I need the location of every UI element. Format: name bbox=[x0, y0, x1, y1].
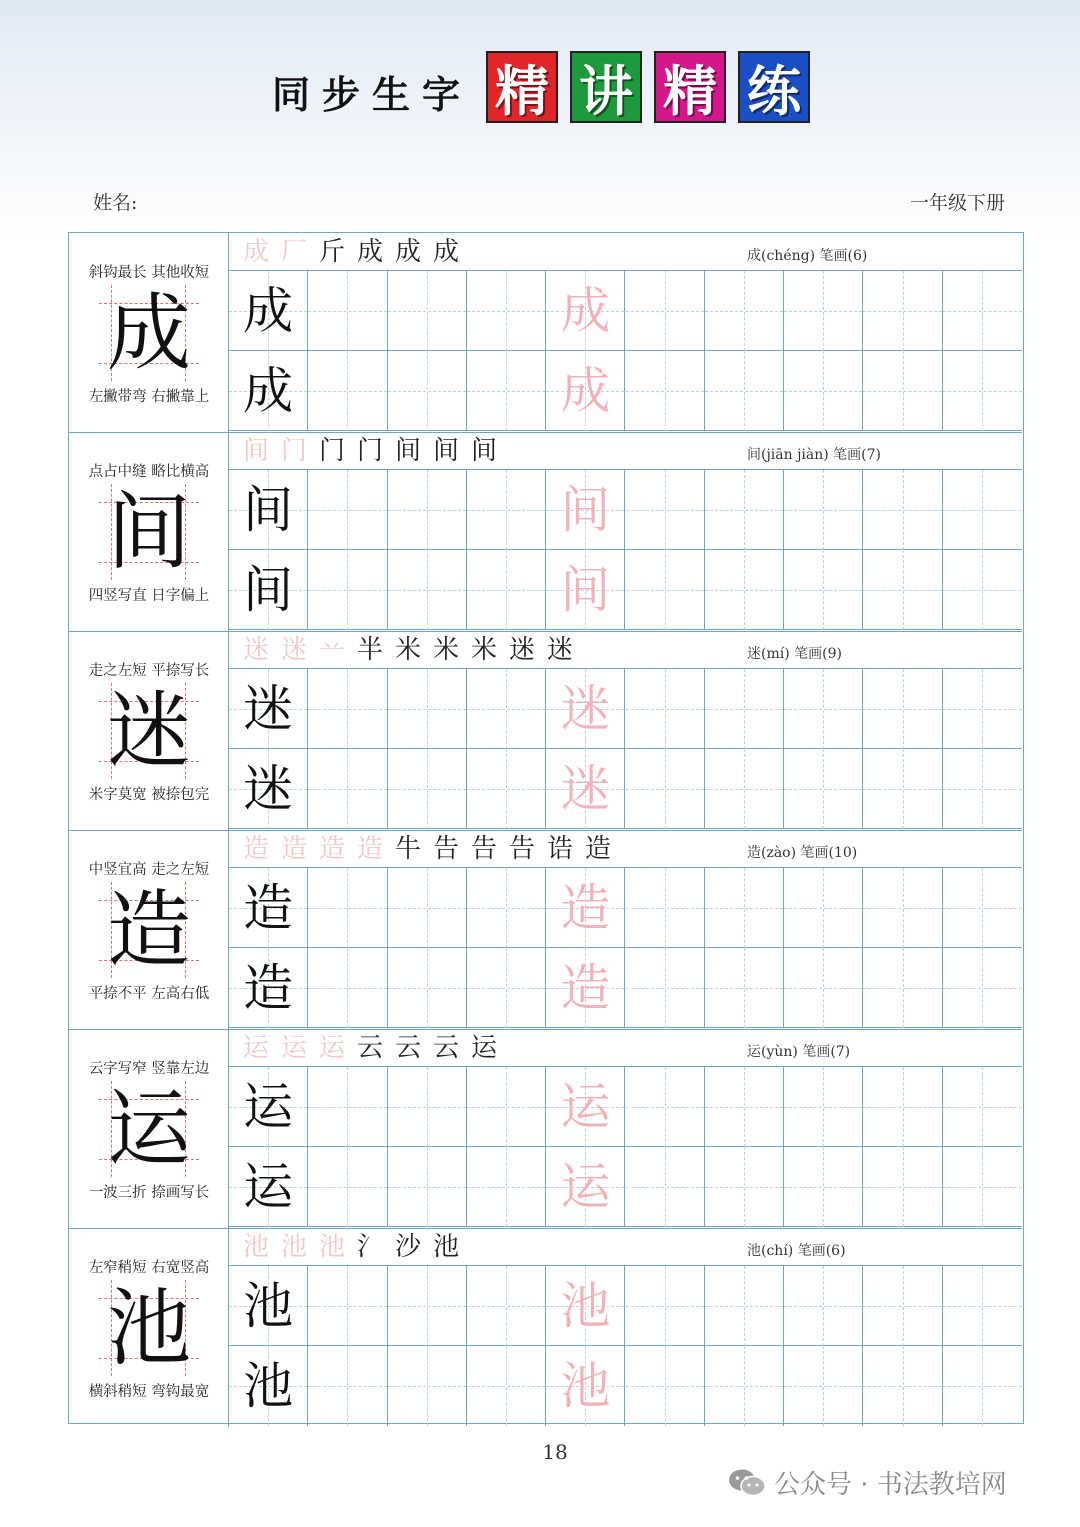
practice-cell[interactable] bbox=[467, 1266, 546, 1346]
wechat-icon bbox=[728, 1468, 766, 1498]
practice-cell[interactable] bbox=[626, 550, 705, 630]
model-character bbox=[99, 882, 199, 978]
practice-cell[interactable] bbox=[863, 351, 942, 431]
trace-glyph: 造 bbox=[560, 959, 611, 1017]
practice-cell[interactable] bbox=[229, 749, 308, 829]
tip-top: 斜钩最长 其他收短 bbox=[88, 265, 210, 281]
practice-cell[interactable] bbox=[705, 1147, 784, 1227]
stroke-step: 云 bbox=[394, 1033, 421, 1063]
practice-cell[interactable] bbox=[863, 1067, 942, 1147]
trace-glyph: 成 bbox=[560, 282, 611, 340]
practice-cell[interactable] bbox=[784, 948, 863, 1028]
stroke-step: 间 bbox=[394, 436, 421, 466]
pinyin-stroke-info: 池(chí) 笔画(6) bbox=[747, 1243, 846, 1259]
example-glyph: 成 bbox=[243, 282, 294, 340]
stroke-step: 造 bbox=[356, 834, 383, 864]
practice-cell[interactable] bbox=[308, 1067, 387, 1147]
practice-cell[interactable] bbox=[626, 271, 705, 351]
practice-cell[interactable] bbox=[308, 1147, 387, 1227]
practice-cell[interactable] bbox=[308, 669, 387, 749]
practice-cell[interactable] bbox=[467, 948, 546, 1028]
practice-cell[interactable] bbox=[308, 1346, 387, 1426]
stroke-step: 池 bbox=[318, 1232, 345, 1262]
pinyin-stroke-info: 运(yùn) 笔画(7) bbox=[747, 1044, 851, 1060]
model-cell bbox=[69, 1228, 229, 1427]
practice-cell[interactable] bbox=[467, 1346, 546, 1426]
stroke-step: 池 bbox=[280, 1232, 307, 1262]
practice-cell[interactable] bbox=[863, 470, 942, 550]
practice-cell[interactable] bbox=[626, 351, 705, 431]
trace-glyph: 池 bbox=[560, 1277, 611, 1335]
practice-cell[interactable] bbox=[626, 1346, 705, 1426]
practice-cell[interactable] bbox=[229, 470, 308, 550]
practice-cell[interactable] bbox=[229, 271, 308, 351]
tip-top: 走之左短 平捺写长 bbox=[88, 663, 210, 679]
block-divider bbox=[69, 631, 1022, 632]
practice-cell[interactable] bbox=[705, 1266, 784, 1346]
stroke-step: 池 bbox=[242, 1232, 269, 1262]
practice-cell[interactable] bbox=[784, 669, 863, 749]
stroke-step: 间 bbox=[242, 436, 269, 466]
practice-cell[interactable] bbox=[863, 669, 942, 749]
model-glyph: 成 bbox=[106, 284, 191, 382]
practice-cell[interactable] bbox=[863, 749, 942, 829]
stroke-order-row bbox=[229, 1029, 1022, 1067]
stroke-step: 厂 bbox=[280, 237, 307, 267]
stroke-step: 告 bbox=[470, 834, 497, 864]
trace-glyph: 间 bbox=[560, 481, 611, 539]
tip-top: 云字写窄 竖靠左边 bbox=[88, 1061, 210, 1077]
practice-cell[interactable] bbox=[943, 550, 1022, 630]
trace-glyph: 池 bbox=[560, 1357, 611, 1415]
stroke-order-row bbox=[229, 432, 1022, 470]
stroke-order-row bbox=[229, 830, 1022, 868]
model-glyph: 运 bbox=[106, 1080, 191, 1178]
practice-cell[interactable] bbox=[388, 1346, 467, 1426]
stroke-steps bbox=[239, 1032, 501, 1064]
pinyin-stroke-info: 造(zào) 笔画(10) bbox=[747, 845, 858, 861]
practice-cell[interactable] bbox=[705, 470, 784, 550]
example-glyph: 间 bbox=[243, 481, 294, 539]
practice-cell[interactable] bbox=[784, 271, 863, 351]
practice-cell[interactable] bbox=[546, 749, 625, 829]
trace-glyph: 间 bbox=[560, 561, 611, 619]
practice-cell[interactable] bbox=[626, 1067, 705, 1147]
model-cell bbox=[69, 830, 229, 1029]
practice-cell[interactable] bbox=[705, 669, 784, 749]
practice-cell[interactable] bbox=[229, 351, 308, 431]
model-glyph: 池 bbox=[106, 1279, 191, 1377]
practice-cell[interactable] bbox=[388, 1067, 467, 1147]
practice-cell[interactable] bbox=[546, 868, 625, 948]
example-glyph: 造 bbox=[243, 879, 294, 937]
character-block bbox=[69, 1228, 1022, 1427]
practice-cell[interactable] bbox=[388, 550, 467, 630]
example-glyph: 迷 bbox=[243, 760, 294, 818]
practice-cell[interactable] bbox=[943, 1346, 1022, 1426]
pinyin-stroke-info: 成(chéng) 笔画(6) bbox=[747, 248, 868, 264]
grade-label: 一年级下册 bbox=[910, 192, 1006, 214]
practice-cell[interactable] bbox=[863, 1147, 942, 1227]
practice-row bbox=[229, 1147, 1022, 1227]
practice-cell[interactable] bbox=[943, 1147, 1022, 1227]
practice-cell[interactable] bbox=[467, 271, 546, 351]
practice-cell[interactable] bbox=[467, 1147, 546, 1227]
practice-cell[interactable] bbox=[308, 271, 387, 351]
example-glyph: 迷 bbox=[243, 680, 294, 738]
stroke-step: 米 bbox=[470, 635, 497, 665]
model-character bbox=[99, 683, 199, 779]
example-glyph: 运 bbox=[243, 1158, 294, 1216]
model-cell bbox=[69, 631, 229, 830]
title-tile: 讲 bbox=[570, 51, 642, 123]
practice-cell[interactable] bbox=[467, 749, 546, 829]
practice-cell[interactable] bbox=[784, 868, 863, 948]
trace-glyph: 运 bbox=[560, 1078, 611, 1136]
character-block bbox=[69, 432, 1022, 631]
example-glyph: 运 bbox=[243, 1078, 294, 1136]
character-block bbox=[69, 830, 1022, 1029]
practice-row bbox=[229, 351, 1022, 431]
practice-cell[interactable] bbox=[784, 1346, 863, 1426]
practice-cell[interactable] bbox=[229, 1346, 308, 1426]
model-character bbox=[99, 1081, 199, 1177]
watermark-text: 公众号 · 书法教培网 bbox=[774, 1470, 1007, 1500]
character-block bbox=[69, 631, 1022, 830]
practice-cell[interactable] bbox=[626, 948, 705, 1028]
practice-cell[interactable] bbox=[467, 868, 546, 948]
practice-cell[interactable] bbox=[229, 1266, 308, 1346]
stroke-step: 迷 bbox=[546, 635, 573, 665]
title-tile: 精 bbox=[486, 51, 558, 123]
stroke-step: 䒑 bbox=[318, 635, 345, 665]
practice-row bbox=[229, 948, 1022, 1028]
stroke-step: 造 bbox=[280, 834, 307, 864]
stroke-step: 运 bbox=[470, 1033, 497, 1063]
practice-cell[interactable] bbox=[546, 1067, 625, 1147]
practice-cell[interactable] bbox=[388, 669, 467, 749]
practice-cell[interactable] bbox=[308, 351, 387, 431]
practice-cell[interactable] bbox=[388, 749, 467, 829]
practice-cell[interactable] bbox=[943, 351, 1022, 431]
stroke-step: 池 bbox=[432, 1232, 459, 1262]
practice-cell[interactable] bbox=[626, 669, 705, 749]
model-cell bbox=[69, 432, 229, 631]
tip-bottom: 四竖写直 日字偏上 bbox=[88, 588, 210, 604]
character-block bbox=[69, 1029, 1022, 1228]
stroke-steps bbox=[239, 236, 463, 268]
practice-row bbox=[229, 1266, 1022, 1346]
model-glyph: 间 bbox=[106, 483, 191, 581]
practice-cell[interactable] bbox=[943, 271, 1022, 351]
practice-cell[interactable] bbox=[863, 1346, 942, 1426]
practice-cell[interactable] bbox=[943, 669, 1022, 749]
block-divider bbox=[69, 830, 1022, 831]
practice-sheet bbox=[68, 232, 1024, 1424]
practice-cell[interactable] bbox=[784, 749, 863, 829]
stroke-steps bbox=[239, 1231, 463, 1263]
stroke-step: 告 bbox=[508, 834, 535, 864]
trace-glyph: 造 bbox=[560, 879, 611, 937]
practice-cell[interactable] bbox=[943, 1067, 1022, 1147]
practice-cell[interactable] bbox=[546, 550, 625, 630]
stroke-step: 运 bbox=[242, 1033, 269, 1063]
practice-cell[interactable] bbox=[626, 1147, 705, 1227]
practice-cell[interactable] bbox=[308, 948, 387, 1028]
model-glyph: 造 bbox=[106, 881, 191, 979]
stroke-steps bbox=[239, 634, 577, 666]
practice-cell[interactable] bbox=[308, 470, 387, 550]
practice-cell[interactable] bbox=[467, 550, 546, 630]
practice-row bbox=[229, 550, 1022, 630]
practice-cell[interactable] bbox=[546, 470, 625, 550]
practice-cell[interactable] bbox=[784, 351, 863, 431]
page-number: 18 bbox=[542, 1440, 568, 1464]
practice-cell[interactable] bbox=[705, 1067, 784, 1147]
stroke-step: 云 bbox=[356, 1033, 383, 1063]
practice-cell[interactable] bbox=[467, 1067, 546, 1147]
practice-cell[interactable] bbox=[308, 749, 387, 829]
stroke-step: 门 bbox=[356, 436, 383, 466]
practice-cell[interactable] bbox=[388, 948, 467, 1028]
example-glyph: 造 bbox=[243, 959, 294, 1017]
trace-glyph: 运 bbox=[560, 1158, 611, 1216]
stroke-order-row bbox=[229, 631, 1022, 669]
tip-bottom: 左撇带弯 右撇靠上 bbox=[88, 389, 210, 405]
example-glyph: 池 bbox=[243, 1357, 294, 1415]
model-cell bbox=[69, 233, 229, 432]
watermark bbox=[728, 1464, 1007, 1501]
practice-cell[interactable] bbox=[467, 470, 546, 550]
practice-row bbox=[229, 669, 1022, 749]
stroke-order-row bbox=[229, 1228, 1022, 1266]
stroke-step: 造 bbox=[242, 834, 269, 864]
practice-cell[interactable] bbox=[308, 550, 387, 630]
stroke-step: 间 bbox=[470, 436, 497, 466]
stroke-step: 门 bbox=[280, 436, 307, 466]
stroke-step: 云 bbox=[432, 1033, 459, 1063]
practice-cell[interactable] bbox=[388, 351, 467, 431]
stroke-step: 斤 bbox=[318, 237, 345, 267]
practice-cell[interactable] bbox=[784, 1067, 863, 1147]
practice-cell[interactable] bbox=[546, 351, 625, 431]
tip-bottom: 一波三折 捺画写长 bbox=[88, 1185, 210, 1201]
practice-cell[interactable] bbox=[705, 550, 784, 630]
trace-glyph: 成 bbox=[560, 362, 611, 420]
practice-cell[interactable] bbox=[863, 948, 942, 1028]
practice-cell[interactable] bbox=[784, 550, 863, 630]
practice-cell[interactable] bbox=[546, 669, 625, 749]
stroke-step: 运 bbox=[280, 1033, 307, 1063]
practice-cell[interactable] bbox=[784, 470, 863, 550]
practice-cell[interactable] bbox=[784, 1266, 863, 1346]
practice-cell[interactable] bbox=[705, 1346, 784, 1426]
tip-bottom: 横斜稍短 弯钩最宽 bbox=[88, 1384, 210, 1400]
block-divider bbox=[69, 1029, 1022, 1030]
practice-cell[interactable] bbox=[705, 948, 784, 1028]
practice-cell[interactable] bbox=[229, 1147, 308, 1227]
practice-cell[interactable] bbox=[943, 749, 1022, 829]
stroke-step: 成 bbox=[356, 237, 383, 267]
stroke-step: 沙 bbox=[394, 1232, 421, 1262]
practice-cell[interactable] bbox=[863, 550, 942, 630]
practice-cell[interactable] bbox=[863, 271, 942, 351]
practice-cell[interactable] bbox=[467, 669, 546, 749]
practice-row bbox=[229, 1067, 1022, 1147]
page-title: 同步生字 bbox=[272, 73, 473, 117]
practice-cell[interactable] bbox=[467, 351, 546, 431]
practice-cell[interactable] bbox=[229, 669, 308, 749]
practice-cell[interactable] bbox=[546, 1346, 625, 1426]
title-tile: 精 bbox=[654, 51, 726, 123]
stroke-step: 迷 bbox=[508, 635, 535, 665]
example-glyph: 池 bbox=[243, 1277, 294, 1335]
practice-cell[interactable] bbox=[626, 868, 705, 948]
practice-cell[interactable] bbox=[388, 868, 467, 948]
model-character bbox=[99, 484, 199, 580]
practice-row bbox=[229, 271, 1022, 351]
stroke-step: 米 bbox=[394, 635, 421, 665]
practice-cell[interactable] bbox=[388, 470, 467, 550]
practice-cell[interactable] bbox=[229, 868, 308, 948]
tip-bottom: 平捺不平 左高右低 bbox=[88, 986, 210, 1002]
stroke-step: 米 bbox=[432, 635, 459, 665]
stroke-step: 氵 bbox=[356, 1232, 383, 1262]
practice-cell[interactable] bbox=[546, 948, 625, 1028]
model-glyph: 迷 bbox=[106, 682, 191, 780]
pinyin-stroke-info: 间(jiān jiàn) 笔画(7) bbox=[747, 447, 882, 463]
tip-top: 左窄稍短 右宽竖高 bbox=[88, 1260, 210, 1276]
tip-top: 点占中缝 略比横高 bbox=[88, 464, 210, 480]
stroke-step: 间 bbox=[432, 436, 459, 466]
stroke-step: 造 bbox=[584, 834, 611, 864]
practice-cell[interactable] bbox=[229, 550, 308, 630]
practice-cell[interactable] bbox=[784, 1147, 863, 1227]
stroke-step: 告 bbox=[432, 834, 459, 864]
practice-cell[interactable] bbox=[388, 1266, 467, 1346]
stroke-step: 成 bbox=[242, 237, 269, 267]
trace-glyph: 迷 bbox=[560, 680, 611, 738]
block-divider bbox=[69, 432, 1022, 433]
practice-row bbox=[229, 470, 1022, 550]
stroke-step: 成 bbox=[394, 237, 421, 267]
stroke-step: 成 bbox=[432, 237, 459, 267]
block-divider bbox=[69, 1228, 1022, 1229]
title-tile: 练 bbox=[738, 51, 810, 123]
practice-cell[interactable] bbox=[943, 470, 1022, 550]
stroke-step: 牛 bbox=[394, 834, 421, 864]
stroke-step: 诰 bbox=[546, 834, 573, 864]
practice-row bbox=[229, 749, 1022, 829]
practice-cell[interactable] bbox=[626, 749, 705, 829]
practice-cell[interactable] bbox=[863, 868, 942, 948]
practice-cell[interactable] bbox=[626, 1266, 705, 1346]
practice-cell[interactable] bbox=[388, 1147, 467, 1227]
stroke-step: 门 bbox=[318, 436, 345, 466]
stroke-step: 运 bbox=[318, 1033, 345, 1063]
practice-cell[interactable] bbox=[626, 470, 705, 550]
stroke-step: 半 bbox=[356, 635, 383, 665]
tip-bottom: 米字莫宽 被捺包完 bbox=[88, 787, 210, 803]
practice-cell[interactable] bbox=[546, 1147, 625, 1227]
title-tiles bbox=[486, 51, 810, 123]
practice-cell[interactable] bbox=[546, 271, 625, 351]
practice-cell[interactable] bbox=[705, 749, 784, 829]
practice-cell[interactable] bbox=[943, 948, 1022, 1028]
practice-cell[interactable] bbox=[546, 1266, 625, 1346]
stroke-step: 迷 bbox=[280, 635, 307, 665]
trace-glyph: 迷 bbox=[560, 760, 611, 818]
model-character bbox=[99, 1280, 199, 1376]
practice-cell[interactable] bbox=[229, 948, 308, 1028]
stroke-steps bbox=[239, 833, 615, 865]
name-label: 姓名: bbox=[93, 192, 138, 214]
practice-cell[interactable] bbox=[943, 868, 1022, 948]
model-character bbox=[99, 285, 199, 381]
practice-cell[interactable] bbox=[705, 868, 784, 948]
stroke-steps bbox=[239, 435, 501, 467]
practice-cell[interactable] bbox=[863, 1266, 942, 1346]
model-cell bbox=[69, 1029, 229, 1228]
practice-cell[interactable] bbox=[308, 1266, 387, 1346]
stroke-step: 迷 bbox=[242, 635, 269, 665]
practice-cell[interactable] bbox=[229, 1067, 308, 1147]
example-glyph: 间 bbox=[243, 561, 294, 619]
practice-cell[interactable] bbox=[705, 271, 784, 351]
stroke-order-row bbox=[229, 233, 1022, 271]
pinyin-stroke-info: 迷(mí) 笔画(9) bbox=[747, 646, 842, 662]
practice-cell[interactable] bbox=[943, 1266, 1022, 1346]
practice-row bbox=[229, 868, 1022, 948]
tip-top: 中竖宜高 走之左短 bbox=[88, 862, 210, 878]
character-block bbox=[69, 233, 1022, 432]
example-glyph: 成 bbox=[243, 362, 294, 420]
practice-cell[interactable] bbox=[388, 271, 467, 351]
practice-cell[interactable] bbox=[308, 868, 387, 948]
practice-cell[interactable] bbox=[705, 351, 784, 431]
stroke-step: 造 bbox=[318, 834, 345, 864]
practice-row bbox=[229, 1346, 1022, 1426]
